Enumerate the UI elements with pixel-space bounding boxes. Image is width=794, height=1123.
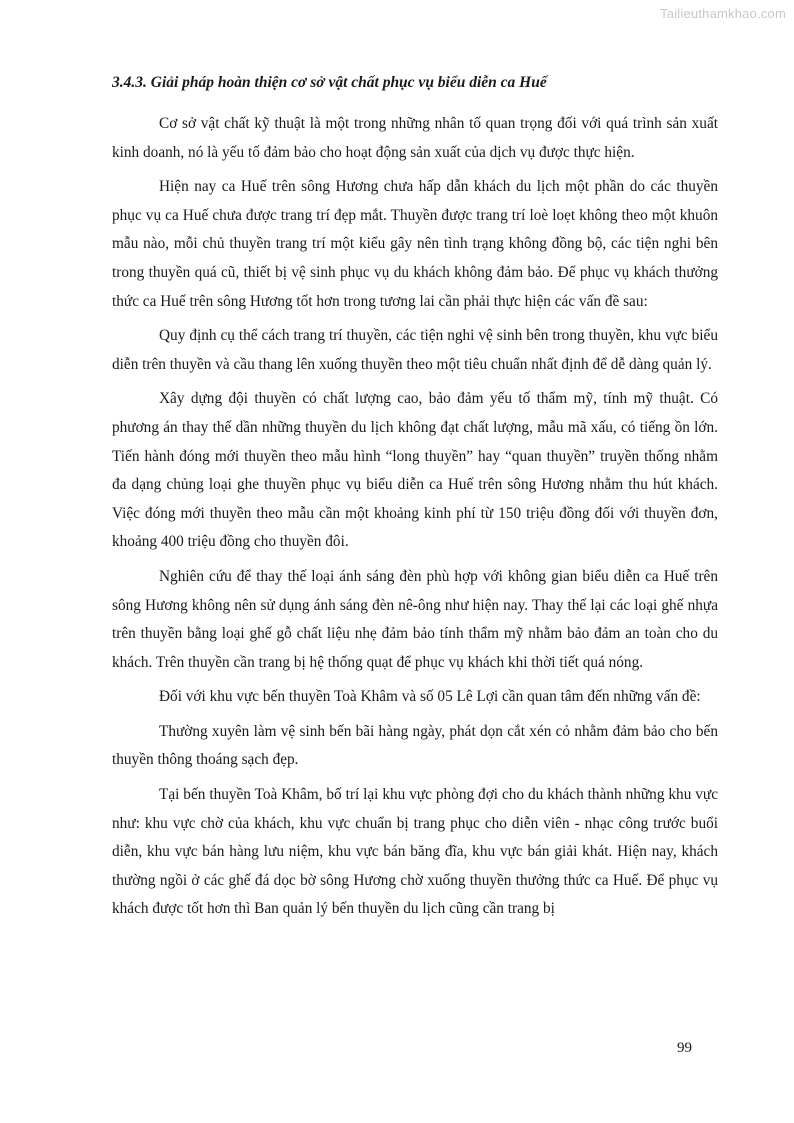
paragraph-2: Hiện nay ca Huế trên sông Hương chưa hấp dẫn khách du lịch một phần do các thuyền phục vụ ca Huế chưa được trang trí đẹp mắt. Thuyền được trang trí loè loẹt không theo một khuôn mẫu nào, mỗi chủ thuyền trang trí một kiểu gây nên tình trạng không đồng bộ, các tiện nghi bên trong thuyền quá cũ, thiết bị vệ sinh phục vụ du khách không đảm bảo. Để phục vụ khách thưởng thức ca Huế trên sông Hương tốt hơn trong tương lai cần phải thực hiện các vấn đề sau: <box>112 178 718 310</box>
paragraph-1: Cơ sở vật chất kỹ thuật là một trong những nhân tố quan trọng đối với quá trình sản xuất kinh doanh, nó là yếu tố đảm bảo cho hoạt động sản xuất của dịch vụ được thực hiện. <box>112 115 718 161</box>
watermark: Tailieuthamkhao.com <box>660 6 786 21</box>
section-heading: 3.4.3. Giải pháp hoàn thiện cơ sở vật chất phục vụ biểu diễn ca Huế <box>112 74 547 91</box>
paragraph-4: Xây dựng đội thuyền có chất lượng cao, bảo đảm yếu tố thẩm mỹ, tính mỹ thuật. Có phương án thay thế dần những thuyền du lịch không đạt chất lượng, mẫu mã xấu, có tiếng ồn lớn. Tiến hành đóng mới thuyền theo mẫu hình “long thuyền” hay “quan thuyền” truyền thống nhằm đa dạng chủng loại ghe thuyền phục vụ biểu diễn ca Huế trên sông Hương nhằm thu hút khách. Việc đóng mới thuyền theo mẫu cần một khoảng kinh phí từ 150 triệu đồng đối với thuyền đơn, khoảng 400 triệu đồng cho thuyền đôi. <box>112 390 718 551</box>
page-number: 99 <box>677 1040 692 1056</box>
paragraph-8: Tại bến thuyền Toà Khâm, bố trí lại khu vực phòng đợi cho du khách thành những khu vực như: khu vực chờ của khách, khu vực chuẩn bị trang phục cho diễn viên - nhạc công trước buổi diễn, khu vực bán hàng lưu niệm, khu vực bán băng đĩa, khu vực bán giải khát. Hiện nay, khách thường ngồi ở các ghế đá dọc bờ sông Hương chờ xuống thuyền thưởng thức ca Huế. Để phục vụ khách được tốt hơn thì Ban quản lý bến thuyền du lịch cũng cần trang bị <box>112 786 718 918</box>
page-content <box>112 70 718 930</box>
paragraph-5: Nghiên cứu để thay thế loại ánh sáng đèn phù hợp với không gian biểu diễn ca Huế trên sông Hương không nên sử dụng ánh sáng đèn nê-ông như hiện nay. Thay thế lại các loại ghế nhựa trên thuyền bằng loại ghế gỗ chất liệu nhẹ đảm bảo tính thẩm mỹ nhằm bảo đảm an toàn cho du khách. Trên thuyền cần trang bị hệ thống quạt để phục vụ khách khi thời tiết quá nóng. <box>112 567 718 671</box>
paragraph-6: Đối với khu vực bến thuyền Toà Khâm và số 05 Lê Lợi cần quan tâm đến những vấn đề: <box>159 688 701 706</box>
paragraph-7: Thường xuyên làm vệ sinh bến bãi hàng ngày, phát dọn cắt xén cỏ nhằm đảm bảo cho bến thuyền thông thoáng sạch đẹp. <box>112 722 718 769</box>
paragraph-3: Quy định cụ thể cách trang trí thuyền, các tiện nghi vệ sinh bên trong thuyền, khu vực biểu diễn trên thuyền và cầu thang lên xuống thuyền theo một tiêu chuẩn nhất định để dễ dàng quản lý. <box>112 327 718 373</box>
